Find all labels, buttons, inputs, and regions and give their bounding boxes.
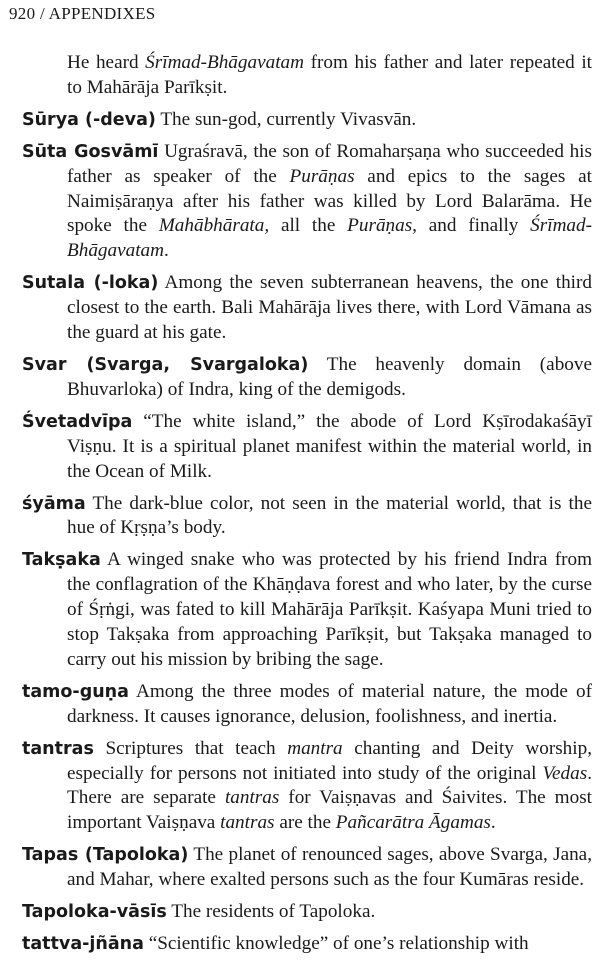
definition-italic-text: tantras <box>220 812 275 834</box>
glossary-entry <box>22 900 592 925</box>
running-head-separator: / <box>39 4 45 23</box>
definition-text: “Scientific knowledge” of one’s relationship with <box>143 933 529 954</box>
definition-text: for Vaiṣṇavas and Śaivites. The most important Vaiṣṇava <box>67 787 592 834</box>
definition-text: A winged snake who was protected by his friend Indra from the conflagration of the Khāṇḍava forest and who later, by the curse of Śṛṅgi, was fated to kill Mahārāja Parīkṣit. Kaśyapa Muni tried to stop Takṣaka from approaching Parīkṣit, but Takṣaka managed to carry out his mission by bribing the sage. <box>67 549 592 670</box>
glossary-entries <box>22 51 592 964</box>
definition-text: and finally <box>416 215 531 237</box>
definition-italic-text: Purāṇas, <box>347 215 417 237</box>
definition-text: Among the seven subterranean heavens, the one third closest to the earth. Bali Mahārāja lives there, with Lord Vāmana as the guard at his gate. <box>67 272 592 344</box>
glossary-term: Tapas (Tapoloka) <box>22 845 189 866</box>
running-head <box>9 4 156 24</box>
definition-text: from his father and later repeated it to Mahārāja Parīkṣit. <box>67 52 592 98</box>
definition-text: The residents of Tapoloka. <box>166 901 376 923</box>
definition-text: . There are separate <box>67 762 592 809</box>
definition-text: The dark-blue color, not seen in the material world, that is the hue of Kṛṣṇa’s body. <box>67 492 592 539</box>
glossary-term: Takṣaka <box>22 550 101 571</box>
glossary-entry <box>22 51 592 101</box>
definition-italic-text: Mahābhārata, <box>158 215 270 237</box>
section-title: APPENDIXES <box>48 4 156 23</box>
glossary-entry <box>22 932 592 957</box>
definition-italic-text: Pañcarātra Āgamas <box>335 812 491 834</box>
definition-text: . <box>490 812 496 834</box>
glossary-entry <box>22 108 592 133</box>
definition-text: The sun-god, currently Vivasvān. <box>155 108 417 130</box>
glossary-entry <box>22 353 592 403</box>
definition-italic-text: Śrīmad-Bhāgavatam <box>145 52 304 73</box>
definition-text: and epics to the sages at Naimiṣāraṇya after his father was killed by Lord Balarāma. He spoke the <box>67 165 592 237</box>
glossary-term: Sūrya (-deva) <box>22 109 156 130</box>
glossary-term: tantras <box>22 738 94 759</box>
glossary-entry <box>22 410 592 485</box>
definition-italic-text: Śrīmad-Bhāgavatam <box>67 215 592 262</box>
definition-text: all the <box>269 215 348 237</box>
glossary-entry <box>22 271 592 346</box>
glossary-term: Śvetadvīpa <box>22 411 133 432</box>
glossary-term: tamo-guṇa <box>22 681 129 702</box>
definition-text: chanting and Deity worship, especially for persons not initiated into study of the original <box>67 737 592 784</box>
glossary-entry <box>22 737 592 837</box>
glossary-term: Sūta Gosvāmī <box>22 141 159 162</box>
glossary-term: Svar (Svarga, Svargaloka) <box>22 354 309 375</box>
glossary-entry <box>22 140 592 265</box>
definition-text: . <box>164 240 169 262</box>
glossary-entry <box>22 492 592 542</box>
glossary-entry <box>22 680 592 730</box>
definition-italic-text: Purāṇas <box>289 165 355 187</box>
glossary-term: tattva-jñāna <box>22 934 144 954</box>
glossary-term: Tapoloka-vāsīs <box>22 902 167 923</box>
definition-text: Ugraśravā, the son of Romaharṣaṇa who succeeded his father as speaker of the <box>67 140 592 187</box>
glossary-entry <box>22 548 592 673</box>
definition-text: He heard <box>67 52 146 73</box>
definition-italic-text: mantra <box>287 737 343 759</box>
glossary-term: śyāma <box>22 493 86 514</box>
definition-text: “The white island,” the abode of Lord Kṣīrodakaśāyī Viṣṇu. It is a spiritual planet manifest within the material world, in the Ocean of Milk. <box>67 410 592 482</box>
definition-text: Scriptures that teach <box>93 737 288 759</box>
page-number: 920 <box>9 4 36 23</box>
definition-italic-text: Vedas <box>542 762 588 784</box>
definition-text: are the <box>274 812 336 834</box>
glossary-entry <box>22 843 592 893</box>
definition-text: The planet of renounced sages, above Svarga, Jana, and Mahar, where exalted persons such as the four Kumāras reside. <box>67 844 592 891</box>
definition-italic-text: tantras <box>224 787 280 809</box>
definition-text: Among the three modes of material nature, the mode of darkness. It causes ignorance, delusion, foolishness, and inertia. <box>67 680 592 727</box>
definition-text: The heavenly domain (above Bhuvarloka) of Indra, king of the demigods. <box>67 353 593 400</box>
glossary-term: Sutala (-loka) <box>22 273 159 294</box>
